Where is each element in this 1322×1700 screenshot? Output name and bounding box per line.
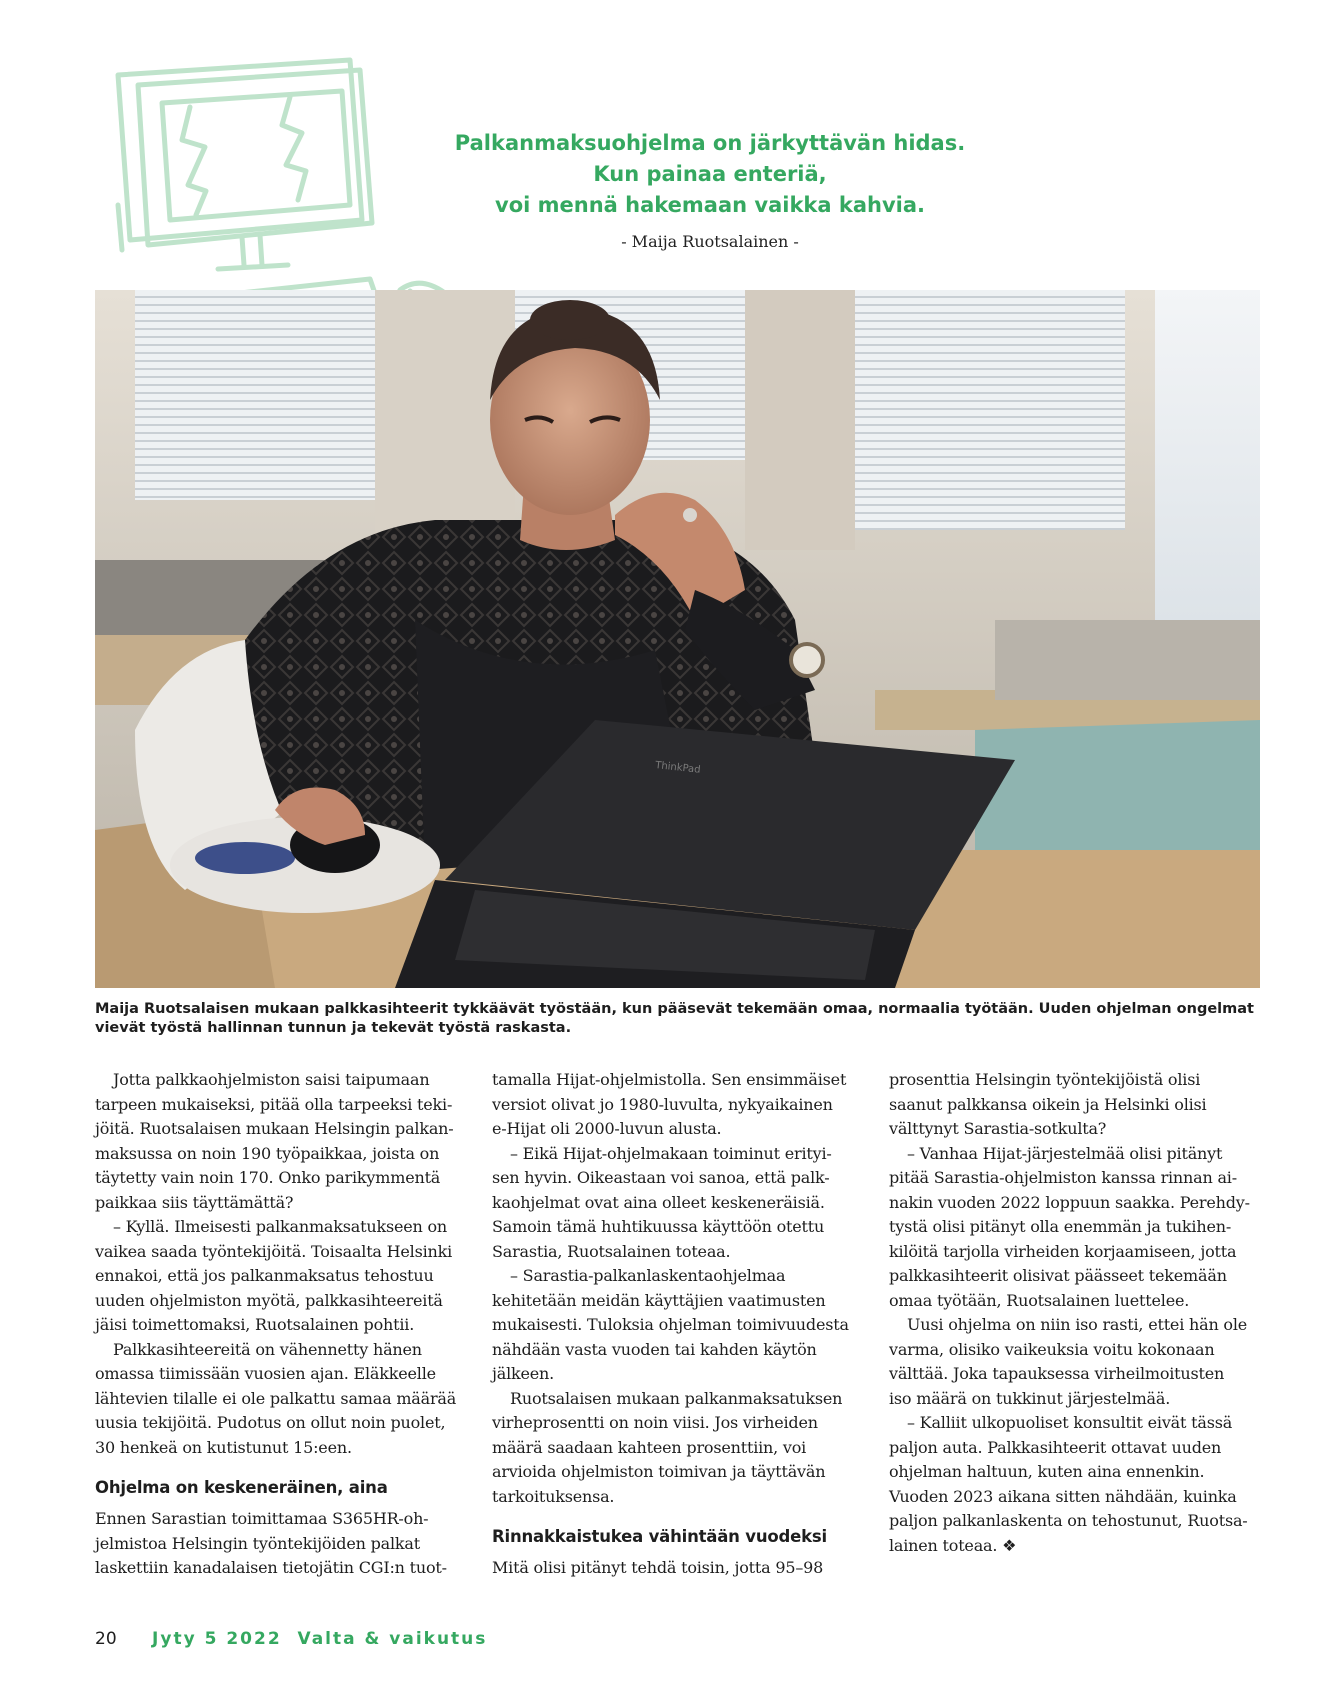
section-heading: Rinnakkaistukea vähintään vuodeksi <box>492 1527 827 1546</box>
text-line: kilöitä tarjolla virheiden korjaamiseen, jotta <box>889 1241 1237 1261</box>
pull-quote-line: Palkanmaksuohjelma on järkyttävän hidas. <box>454 131 966 155</box>
paragraph <box>889 1313 1267 1411</box>
text-line: Uusi ohjelma on niin iso rasti, ettei hän ole <box>907 1315 1248 1334</box>
text-line: tystä olisi pitänyt olla enemmän ja tukihen- <box>889 1217 1232 1236</box>
caption-line: vievät työstä hallinnan tunnun ja tekevät työstä raskasta. <box>95 1020 572 1036</box>
paragraph <box>95 1338 473 1461</box>
section-heading: Ohjelma on keskeneräinen, aina <box>95 1478 388 1497</box>
paragraph <box>889 1411 1267 1558</box>
text-line: saanut palkkansa oikein ja Helsinki olisi <box>889 1094 1207 1114</box>
text-line: paljon palkanlaskenta on tehostunut, Ruotsa- <box>889 1511 1248 1530</box>
paragraph <box>492 1387 870 1510</box>
paragraph <box>492 1068 870 1142</box>
text-line: vaikea saada työntekijöitä. Toisaalta Helsinki <box>95 1241 453 1261</box>
text-line: lainen toteaa. ❖ <box>889 1535 1017 1555</box>
text-line: uuden ohjelmiston myötä, palkkasihteereitä <box>95 1290 443 1310</box>
text-line: omaa työtään, Ruotsalainen luettelee. <box>889 1290 1190 1310</box>
paragraph <box>95 1068 473 1215</box>
paragraph <box>889 1068 1267 1142</box>
text-line: nakin vuoden 2022 loppuun saakka. Perehdy- <box>889 1192 1250 1212</box>
text-line: Ruotsalaisen mukaan palkanmaksatuksen <box>510 1388 843 1408</box>
text-line: määrä saadaan kahteen prosenttiin, voi <box>492 1437 807 1457</box>
text-line: jälkeen. <box>492 1364 555 1383</box>
text-line: varma, olisiko vaikeuksia voitu kokonaan <box>889 1339 1215 1359</box>
text-line: palkkasihteerit olisivat päässeet tekemään <box>889 1266 1227 1285</box>
text-line: versiot olivat jo 1980-luvulta, nykyaikainen <box>492 1094 833 1114</box>
page-footer <box>95 1629 487 1649</box>
article-column-3 <box>889 1068 1267 1558</box>
text-line: välttää. Joka tapauksessa virheilmoitusten <box>889 1364 1225 1383</box>
text-line: jelmistoa Helsingin työntekijöiden palkat <box>95 1533 420 1553</box>
text-line: jöitä. Ruotsalaisen mukaan Helsingin palkan- <box>95 1119 454 1138</box>
text-line: prosenttia Helsingin työntekijöistä olisi <box>889 1070 1201 1089</box>
paragraph <box>492 1556 870 1581</box>
text-line: arvioida ohjelmiston toimivan ja täyttävän <box>492 1462 826 1481</box>
text-line: tamalla Hijat-ohjelmistolla. Sen ensimmäiset <box>492 1070 847 1089</box>
caption-line: Maija Ruotsalaisen mukaan palkkasihteerit tykkäävät työstään, kun pääsevät tekemään omaa, normaalia työtään. Uuden ohjelman ongelmat <box>95 1001 1254 1017</box>
text-line: – Kyllä. Ilmeisesti palkanmaksatukseen on <box>113 1217 448 1236</box>
text-line: – Sarastia-palkanlaskentaohjelmaa <box>510 1266 786 1285</box>
pull-quote <box>420 128 1000 221</box>
text-line: pitää Sarastia-ohjelmiston kanssa rinnan ai- <box>889 1168 1237 1187</box>
text-line: välttynyt Sarastia-sotkulta? <box>889 1119 1107 1138</box>
text-line: tarkoituksensa. <box>492 1486 615 1506</box>
article-photo <box>95 290 1260 988</box>
text-line: ohjelman haltuun, kuten aina ennenkin. <box>889 1462 1205 1481</box>
text-line: Vuoden 2023 aikana sitten nähdään, kuinka <box>889 1486 1237 1506</box>
text-line: ennakoi, että jos palkanmaksatus tehostuu <box>95 1266 434 1285</box>
text-line: Jotta palkkaohjelmiston saisi taipumaan <box>113 1070 430 1089</box>
page-number: 20 <box>95 1629 117 1649</box>
text-line: virheprosentti on noin viisi. Jos virheiden <box>492 1413 818 1432</box>
text-line: kaohjelmat ovat aina olleet keskeneräisiä. <box>492 1192 825 1212</box>
text-line: Sarastia, Ruotsalainen toteaa. <box>492 1241 731 1261</box>
paragraph <box>889 1142 1267 1314</box>
text-line: kehitetään meidän käyttäjien vaatimusten <box>492 1290 826 1310</box>
text-line: – Eikä Hijat-ohjelmakaan toiminut erityi- <box>510 1143 832 1163</box>
publication-name: Jyty 5 2022 Valta & vaikutus <box>152 1629 488 1649</box>
text-line: paikkaa siis täyttämättä? <box>95 1192 294 1212</box>
text-line: – Kalliit ulkopuoliset konsultit eivät tässä <box>907 1413 1233 1432</box>
paragraph <box>492 1142 870 1265</box>
article-column-2 <box>492 1068 870 1581</box>
paragraph <box>95 1507 473 1581</box>
text-line: maksussa on noin 190 työpaikkaa, joista on <box>95 1143 440 1163</box>
text-line: nähdään vasta vuoden tai kahden käytön <box>492 1339 817 1359</box>
text-line: täytetty vain noin 170. Onko parikymmentä <box>95 1168 441 1187</box>
text-line: jäisi toimettomaksi, Ruotsalainen pohtii. <box>95 1315 415 1334</box>
text-line: Palkkasihteereitä on vähennetty hänen <box>113 1339 422 1359</box>
text-line: Samoin tämä huhtikuussa käyttöön otettu <box>492 1217 825 1236</box>
text-line: e-Hijat oli 2000-luvun alusta. <box>492 1119 722 1138</box>
photo-caption <box>95 1000 1265 1038</box>
text-line: – Vanhaa Hijat-järjestelmää olisi pitänyt <box>907 1143 1223 1163</box>
text-line: omassa tiimissään vuosien ajan. Eläkkeelle <box>95 1364 436 1383</box>
paragraph <box>95 1215 473 1338</box>
pull-quote-line: voi mennä hakemaan vaikka kahvia. <box>495 193 925 217</box>
text-line: sen hyvin. Oikeastaan voi sanoa, että palk- <box>492 1168 830 1187</box>
text-line: laskettiin kanadalaisen tietojätin CGI:n tuot- <box>95 1558 447 1577</box>
text-line: 30 henkeä on kutistunut 15:een. <box>95 1437 352 1457</box>
article-column-1 <box>95 1068 473 1581</box>
text-line: paljon auta. Palkkasihteerit ottavat uuden <box>889 1437 1222 1457</box>
text-line: Ennen Sarastian toimittamaa S365HR-oh- <box>95 1509 429 1528</box>
text-line: Mitä olisi pitänyt tehdä toisin, jotta 95–98 <box>492 1558 824 1577</box>
svg-text:ThinkPad: ThinkPad <box>654 760 702 776</box>
text-line: uusia tekijöitä. Pudotus on ollut noin puolet, <box>95 1413 446 1432</box>
pull-quote-line: Kun painaa enteriä, <box>593 162 827 186</box>
text-line: tarpeen mukaiseksi, pitää olla tarpeeksi teki- <box>95 1094 453 1114</box>
text-line: mukaisesti. Tuloksia ohjelman toimivuudesta <box>492 1315 849 1334</box>
paragraph <box>492 1264 870 1387</box>
text-line: lähtevien tilalle ei ole palkattu samaa määrää <box>95 1388 457 1408</box>
quote-attribution: - Maija Ruotsalainen - <box>621 232 799 251</box>
text-line: iso määrä on tukkinut järjestelmää. <box>889 1388 1171 1408</box>
